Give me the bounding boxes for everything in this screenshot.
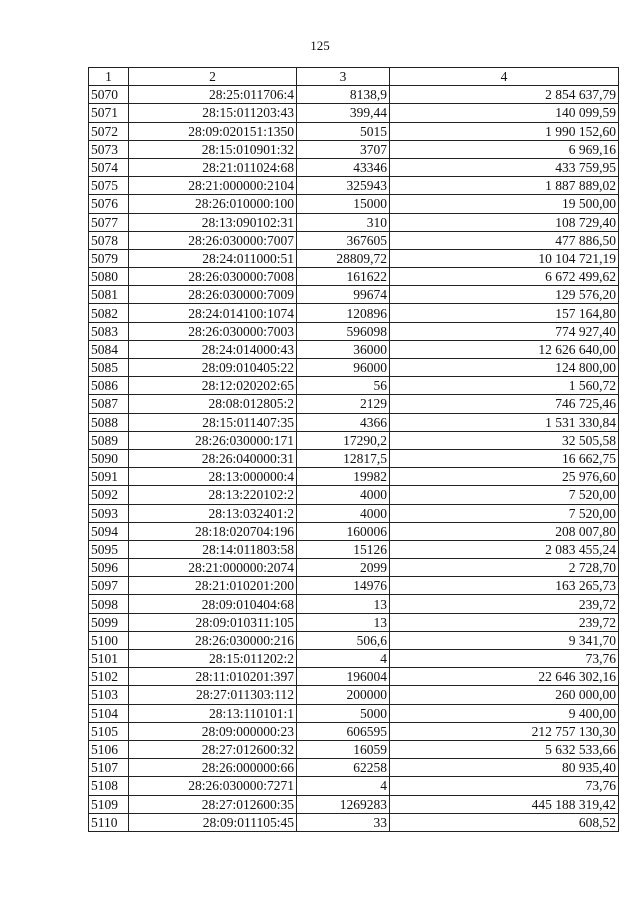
cadastral-number-cell: 28:21:011024:68: [129, 158, 297, 176]
area-cell: 1269283: [297, 795, 390, 813]
cadastral-number-cell: 28:25:011706:4: [129, 86, 297, 104]
row-number-cell: 5072: [89, 122, 129, 140]
cadastral-number-cell: 28:13:000000:4: [129, 468, 297, 486]
row-number-cell: 5076: [89, 195, 129, 213]
row-number-cell: 5087: [89, 395, 129, 413]
row-number-cell: 5086: [89, 377, 129, 395]
value-cell: 108 729,40: [390, 213, 619, 231]
table-body: [89, 86, 619, 832]
value-cell: 7 520,00: [390, 486, 619, 504]
row-number-cell: 5098: [89, 595, 129, 613]
table-row: [89, 140, 619, 158]
row-number-cell: 5096: [89, 559, 129, 577]
row-number-cell: 5079: [89, 249, 129, 267]
cadastral-number-cell: 28:26:040000:31: [129, 449, 297, 467]
row-number-cell: 5070: [89, 86, 129, 104]
cadastral-number-cell: 28:27:012600:32: [129, 740, 297, 758]
row-number-cell: 5105: [89, 722, 129, 740]
table-row: [89, 795, 619, 813]
area-cell: 99674: [297, 286, 390, 304]
row-number-cell: 5084: [89, 340, 129, 358]
area-cell: 5015: [297, 122, 390, 140]
row-number-cell: 5094: [89, 522, 129, 540]
table-row: [89, 522, 619, 540]
row-number-cell: 5088: [89, 413, 129, 431]
table-row: [89, 595, 619, 613]
row-number-cell: 5100: [89, 631, 129, 649]
area-cell: 43346: [297, 158, 390, 176]
value-cell: 32 505,58: [390, 431, 619, 449]
row-number-cell: 5085: [89, 359, 129, 377]
value-cell: 477 886,50: [390, 231, 619, 249]
area-cell: 399,44: [297, 104, 390, 122]
row-number-cell: 5083: [89, 322, 129, 340]
cadastral-number-cell: 28:09:010405:22: [129, 359, 297, 377]
cadastral-number-cell: 28:15:011203:43: [129, 104, 297, 122]
value-cell: 1 531 330,84: [390, 413, 619, 431]
cadastral-number-cell: 28:26:030000:7003: [129, 322, 297, 340]
cadastral-number-cell: 28:09:020151:1350: [129, 122, 297, 140]
table-row: [89, 122, 619, 140]
table-row: [89, 249, 619, 267]
cadastral-number-cell: 28:26:030000:7009: [129, 286, 297, 304]
table-row: [89, 813, 619, 831]
row-number-cell: 5104: [89, 704, 129, 722]
table-row: [89, 231, 619, 249]
table-row: [89, 431, 619, 449]
value-cell: 208 007,80: [390, 522, 619, 540]
row-number-cell: 5073: [89, 140, 129, 158]
area-cell: 13: [297, 613, 390, 631]
row-number-cell: 5108: [89, 777, 129, 795]
cadastral-number-cell: 28:18:020704:196: [129, 522, 297, 540]
table-row: [89, 740, 619, 758]
row-number-cell: 5092: [89, 486, 129, 504]
area-cell: 196004: [297, 668, 390, 686]
cadastral-number-cell: 28:13:090102:31: [129, 213, 297, 231]
cadastral-number-cell: 28:21:000000:2104: [129, 177, 297, 195]
value-cell: 239,72: [390, 595, 619, 613]
row-number-cell: 5106: [89, 740, 129, 758]
row-number-cell: 5075: [89, 177, 129, 195]
table-row: [89, 213, 619, 231]
row-number-cell: 5097: [89, 577, 129, 595]
value-cell: 10 104 721,19: [390, 249, 619, 267]
value-cell: 7 520,00: [390, 504, 619, 522]
table-header-row: [89, 68, 619, 86]
area-cell: 16059: [297, 740, 390, 758]
cadastral-number-cell: 28:27:011303:112: [129, 686, 297, 704]
cadastral-number-cell: 28:26:000000:66: [129, 759, 297, 777]
area-cell: 12817,5: [297, 449, 390, 467]
row-number-cell: 5089: [89, 431, 129, 449]
value-cell: 73,76: [390, 650, 619, 668]
cadastral-number-cell: 28:09:010311:105: [129, 613, 297, 631]
area-cell: 33: [297, 813, 390, 831]
area-cell: 4: [297, 777, 390, 795]
value-cell: 2 083 455,24: [390, 540, 619, 558]
value-cell: 239,72: [390, 613, 619, 631]
area-cell: 606595: [297, 722, 390, 740]
page-number: 125: [310, 38, 330, 53]
row-number-cell: 5082: [89, 304, 129, 322]
area-cell: 36000: [297, 340, 390, 358]
area-cell: 5000: [297, 704, 390, 722]
area-cell: 56: [297, 377, 390, 395]
area-cell: 200000: [297, 686, 390, 704]
area-cell: 14976: [297, 577, 390, 595]
cadastral-number-cell: 28:15:011202:2: [129, 650, 297, 668]
table-row: [89, 322, 619, 340]
value-cell: 746 725,46: [390, 395, 619, 413]
row-number-cell: 5099: [89, 613, 129, 631]
cadastral-number-cell: 28:09:000000:23: [129, 722, 297, 740]
table-row: [89, 650, 619, 668]
cadastral-number-cell: 28:15:010901:32: [129, 140, 297, 158]
value-cell: 260 000,00: [390, 686, 619, 704]
value-cell: 1 560,72: [390, 377, 619, 395]
area-cell: 8138,9: [297, 86, 390, 104]
value-cell: 2 728,70: [390, 559, 619, 577]
table-row: [89, 86, 619, 104]
cadastral-number-cell: 28:15:011407:35: [129, 413, 297, 431]
table-row: [89, 577, 619, 595]
row-number-cell: 5090: [89, 449, 129, 467]
area-cell: 367605: [297, 231, 390, 249]
row-number-cell: 5102: [89, 668, 129, 686]
area-cell: 4000: [297, 504, 390, 522]
value-cell: 433 759,95: [390, 158, 619, 176]
cadastral-number-cell: 28:13:220102:2: [129, 486, 297, 504]
row-number-cell: 5095: [89, 540, 129, 558]
cadastral-number-cell: 28:24:014100:1074: [129, 304, 297, 322]
value-cell: 16 662,75: [390, 449, 619, 467]
area-cell: 62258: [297, 759, 390, 777]
area-cell: 160006: [297, 522, 390, 540]
table-row: [89, 286, 619, 304]
area-cell: 17290,2: [297, 431, 390, 449]
cadastral-number-cell: 28:26:030000:171: [129, 431, 297, 449]
column-header-4: 4: [390, 68, 619, 86]
value-cell: 140 099,59: [390, 104, 619, 122]
cadastral-number-cell: 28:26:030000:7008: [129, 268, 297, 286]
area-cell: 4: [297, 650, 390, 668]
cadastral-number-cell: 28:14:011803:58: [129, 540, 297, 558]
value-cell: 445 188 319,42: [390, 795, 619, 813]
table-row: [89, 686, 619, 704]
cadastral-number-cell: 28:13:032401:2: [129, 504, 297, 522]
area-cell: 310: [297, 213, 390, 231]
value-cell: 608,52: [390, 813, 619, 831]
row-number-cell: 5078: [89, 231, 129, 249]
cadastral-number-cell: 28:11:010201:397: [129, 668, 297, 686]
value-cell: 124 800,00: [390, 359, 619, 377]
cadastral-number-cell: 28:12:020202:65: [129, 377, 297, 395]
value-cell: 2 854 637,79: [390, 86, 619, 104]
value-cell: 9 400,00: [390, 704, 619, 722]
table-row: [89, 104, 619, 122]
table-row: [89, 304, 619, 322]
table-row: [89, 777, 619, 795]
value-cell: 1 887 889,02: [390, 177, 619, 195]
value-cell: 6 672 499,62: [390, 268, 619, 286]
cadastral-number-cell: 28:13:110101:1: [129, 704, 297, 722]
row-number-cell: 5071: [89, 104, 129, 122]
cadastral-number-cell: 28:24:011000:51: [129, 249, 297, 267]
table-row: [89, 158, 619, 176]
cadastral-number-cell: 28:09:010404:68: [129, 595, 297, 613]
value-cell: 19 500,00: [390, 195, 619, 213]
value-cell: 25 976,60: [390, 468, 619, 486]
row-number-cell: 5091: [89, 468, 129, 486]
row-number-cell: 5093: [89, 504, 129, 522]
table-row: [89, 468, 619, 486]
table-row: [89, 359, 619, 377]
table-row: [89, 704, 619, 722]
area-cell: 28809,72: [297, 249, 390, 267]
row-number-cell: 5074: [89, 158, 129, 176]
table-row: [89, 540, 619, 558]
area-cell: 13: [297, 595, 390, 613]
value-cell: 9 341,70: [390, 631, 619, 649]
table-row: [89, 486, 619, 504]
cadastral-number-cell: 28:26:030000:216: [129, 631, 297, 649]
value-cell: 80 935,40: [390, 759, 619, 777]
table-row: [89, 722, 619, 740]
value-cell: 1 990 152,60: [390, 122, 619, 140]
value-cell: 22 646 302,16: [390, 668, 619, 686]
cadastral-number-cell: 28:26:010000:100: [129, 195, 297, 213]
area-cell: 15000: [297, 195, 390, 213]
table-row: [89, 504, 619, 522]
cadastral-number-cell: 28:26:030000:7271: [129, 777, 297, 795]
table-row: [89, 177, 619, 195]
cadastral-number-cell: 28:27:012600:35: [129, 795, 297, 813]
cadastral-number-cell: 28:09:011105:45: [129, 813, 297, 831]
cadastral-number-cell: 28:26:030000:7007: [129, 231, 297, 249]
value-cell: 163 265,73: [390, 577, 619, 595]
area-cell: 325943: [297, 177, 390, 195]
table-row: [89, 340, 619, 358]
table-row: [89, 268, 619, 286]
table-row: [89, 668, 619, 686]
table-row: [89, 377, 619, 395]
row-number-cell: 5110: [89, 813, 129, 831]
value-cell: 212 757 130,30: [390, 722, 619, 740]
column-header-2: 2: [129, 68, 297, 86]
row-number-cell: 5103: [89, 686, 129, 704]
row-number-cell: 5080: [89, 268, 129, 286]
area-cell: 161622: [297, 268, 390, 286]
table-row: [89, 759, 619, 777]
table-row: [89, 413, 619, 431]
row-number-cell: 5109: [89, 795, 129, 813]
column-header-1: 1: [89, 68, 129, 86]
cadastral-number-cell: 28:21:010201:200: [129, 577, 297, 595]
table-row: [89, 631, 619, 649]
area-cell: 2099: [297, 559, 390, 577]
area-cell: 4000: [297, 486, 390, 504]
table-row: [89, 449, 619, 467]
table-row: [89, 613, 619, 631]
value-cell: 774 927,40: [390, 322, 619, 340]
cadastral-number-cell: 28:24:014000:43: [129, 340, 297, 358]
value-cell: 5 632 533,66: [390, 740, 619, 758]
table-row: [89, 559, 619, 577]
value-cell: 12 626 640,00: [390, 340, 619, 358]
row-number-cell: 5101: [89, 650, 129, 668]
cadastral-number-cell: 28:08:012805:2: [129, 395, 297, 413]
area-cell: 4366: [297, 413, 390, 431]
land-parcel-table: [88, 67, 619, 832]
value-cell: 73,76: [390, 777, 619, 795]
area-cell: 15126: [297, 540, 390, 558]
area-cell: 596098: [297, 322, 390, 340]
area-cell: 3707: [297, 140, 390, 158]
area-cell: 19982: [297, 468, 390, 486]
table-row: [89, 395, 619, 413]
row-number-cell: 5081: [89, 286, 129, 304]
row-number-cell: 5077: [89, 213, 129, 231]
area-cell: 96000: [297, 359, 390, 377]
column-header-3: 3: [297, 68, 390, 86]
value-cell: 6 969,16: [390, 140, 619, 158]
area-cell: 506,6: [297, 631, 390, 649]
cadastral-number-cell: 28:21:000000:2074: [129, 559, 297, 577]
row-number-cell: 5107: [89, 759, 129, 777]
area-cell: 2129: [297, 395, 390, 413]
value-cell: 157 164,80: [390, 304, 619, 322]
value-cell: 129 576,20: [390, 286, 619, 304]
table-row: [89, 195, 619, 213]
area-cell: 120896: [297, 304, 390, 322]
